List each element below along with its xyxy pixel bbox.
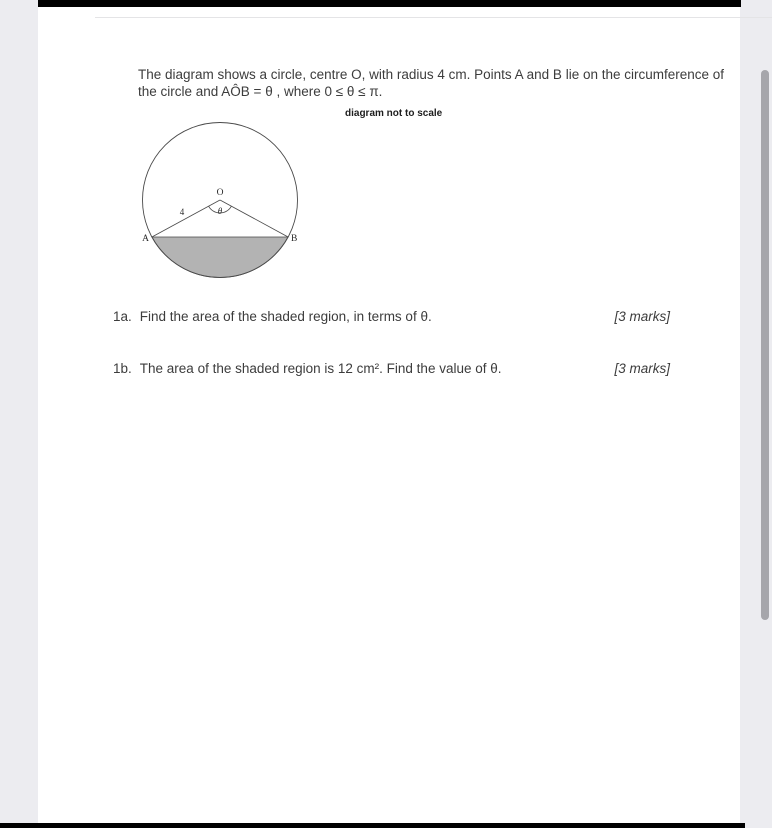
question-1a-marks: [3 marks]	[614, 309, 670, 324]
question-intro-text: The diagram shows a circle, centre O, with radius 4 cm. Points A and B lie on the circumference of the circle and AÔB = θ , where 0 ≤ θ ≤ π.	[138, 67, 725, 99]
label-theta: θ	[217, 206, 223, 216]
radius-OA	[152, 200, 220, 237]
page-top-divider	[95, 17, 772, 18]
question-1b-marks: [3 marks]	[614, 361, 670, 376]
label-radius-4: 4	[179, 207, 185, 217]
question-1b-number: 1b.	[113, 361, 132, 376]
scrollbar-thumb[interactable]	[761, 70, 769, 620]
question-1a-text: Find the area of the shaded region, in terms of θ.	[139, 309, 432, 324]
diagram-scale-note: diagram not to scale	[345, 108, 443, 119]
question-1b-text: The area of the shaded region is 12 cm². Find the value of θ.	[139, 361, 502, 376]
label-point-A: A	[142, 234, 149, 244]
document-page	[38, 0, 740, 828]
question-1a-number: 1a.	[113, 309, 132, 324]
top-black-bar	[38, 0, 741, 7]
label-point-B: B	[291, 234, 298, 244]
label-centre-O: O	[216, 188, 224, 198]
circle-diagram	[141, 121, 301, 283]
bottom-black-bar	[0, 823, 745, 828]
shaded-segment	[152, 237, 288, 278]
radius-OB	[217, 200, 288, 237]
question-1a	[113, 309, 670, 324]
question-1b	[113, 361, 670, 376]
